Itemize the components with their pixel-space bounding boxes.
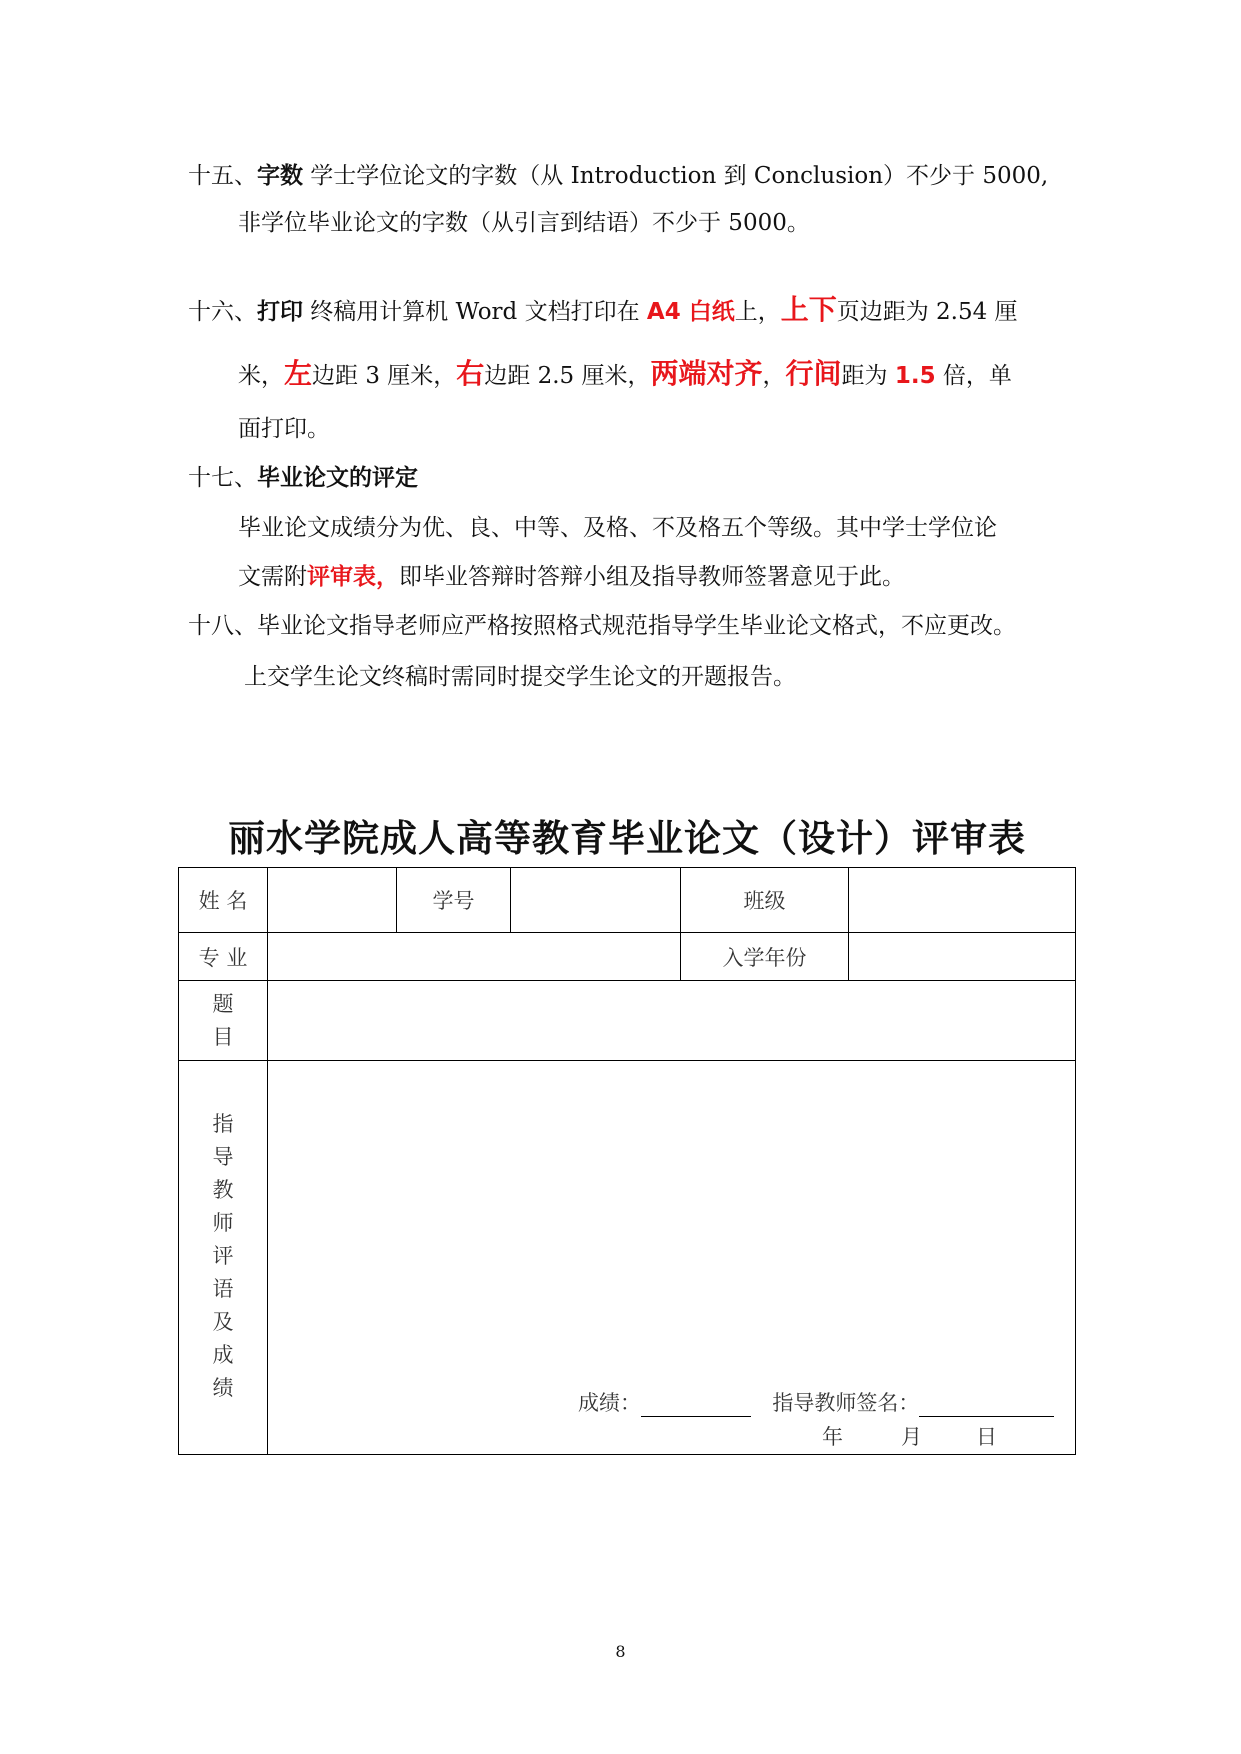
comment-label-char: 语 <box>212 1277 234 1301</box>
rule-16-text-a: 终稿用计算机 Word 文档打印在 <box>303 299 647 325</box>
form-row-comments <box>179 1061 1076 1455</box>
comment-label-char: 绩 <box>212 1376 234 1400</box>
rule-16-text-d: 米， <box>238 363 284 389</box>
comment-label-char: 指 <box>212 1112 234 1136</box>
topic-label <box>179 981 268 1061</box>
rule-16-line-1 <box>188 295 1018 327</box>
rule-17-line-2: 毕业论文成绩分为优、良、中等、及格、不及格五个等级。其中学士学位论 <box>238 515 997 541</box>
justify-highlight: 两端对齐 <box>650 357 763 390</box>
rule-16-text-f: 边距 2.5 厘米， <box>484 363 651 389</box>
comment-label-char: 教 <box>212 1178 234 1202</box>
rule-16-line-3: 面打印。 <box>238 416 330 442</box>
major-field[interactable] <box>268 933 681 981</box>
student-id-field[interactable] <box>511 868 681 933</box>
day-label: 日 <box>976 1425 997 1449</box>
rule-17-number: 十七、 <box>188 465 257 491</box>
comment-label-char: 成 <box>212 1343 234 1367</box>
topic-label-char: 目 <box>212 1024 234 1049</box>
left-margin-highlight: 左 <box>284 357 313 390</box>
rule-15-line-2: 非学位毕业论文的字数（从引言到结语）不少于 5000。 <box>238 210 810 236</box>
rule-16-heading: 打印 <box>257 298 303 325</box>
signature-row <box>578 1387 1054 1417</box>
comment-field[interactable] <box>268 1061 1076 1455</box>
rule-18-line-2: 上交学生论文终稿时需同时提交学生论文的开题报告。 <box>244 664 796 690</box>
rule-16-text-g: ， <box>762 363 786 389</box>
rule-15-text: 学士学位论文的字数（从 Introduction 到 Conclusion）不少于 5000, <box>303 163 1049 189</box>
major-label: 专 业 <box>179 933 268 981</box>
form-row-major <box>179 933 1076 981</box>
year-label: 年 <box>822 1425 843 1449</box>
rule-15-number: 十五、 <box>188 163 257 189</box>
comment-label-char: 导 <box>212 1145 234 1169</box>
comment-label <box>179 1061 268 1455</box>
rule-17-text-a: 文需附 <box>238 564 307 590</box>
rule-17-heading: 毕业论文的评定 <box>257 464 418 491</box>
rule-18-line-1: 十八、毕业论文指导老师应严格按照格式规范指导学生毕业论文格式，不应更改。 <box>188 613 1016 639</box>
rule-16-text-h: 距为 <box>841 363 895 389</box>
review-form-table <box>178 867 1076 1455</box>
rule-17-line-1 <box>188 463 418 493</box>
student-id-label: 学号 <box>397 868 511 933</box>
rule-16-text-i: 倍，单 <box>935 363 1012 389</box>
right-margin-highlight: 右 <box>456 357 485 390</box>
class-field[interactable] <box>849 868 1076 933</box>
signature-label: 指导教师签名： <box>772 1391 920 1415</box>
enroll-year-label: 入学年份 <box>681 933 849 981</box>
page-number: 8 <box>615 1642 626 1661</box>
class-label: 班级 <box>681 868 849 933</box>
rule-16-text-b: 上， <box>734 299 781 325</box>
paper-size-highlight: A4 白纸 <box>646 299 735 325</box>
rule-17-text-b: 即毕业答辩时答辩小组及指导教师签署意见于此。 <box>399 564 905 590</box>
rule-16-text-c: 页边距为 2.54 厘 <box>836 299 1018 325</box>
grade-blank[interactable] <box>641 1394 751 1417</box>
rule-15-line-1 <box>188 161 1048 191</box>
review-form-highlight: 评审表， <box>307 564 399 590</box>
rule-16-text-e: 边距 3 厘米， <box>312 363 457 389</box>
rule-15-heading: 字数 <box>257 162 303 189</box>
comment-label-char: 师 <box>212 1211 234 1235</box>
enroll-year-field[interactable] <box>849 933 1076 981</box>
review-form-title: 丽水学院成人高等教育毕业论文（设计）评审表 <box>228 817 1026 860</box>
comment-label-char: 评 <box>212 1244 234 1268</box>
rule-16-line-2 <box>238 359 1012 391</box>
signature-blank[interactable] <box>919 1394 1054 1417</box>
comment-label-char: 及 <box>212 1310 234 1334</box>
topic-label-char: 题 <box>212 991 234 1016</box>
grade-label: 成绩： <box>578 1391 641 1415</box>
top-bottom-highlight: 上下 <box>780 293 837 326</box>
spacing-factor-highlight: 1.5 <box>894 363 936 389</box>
form-row-topic <box>179 981 1076 1061</box>
rule-17-line-3 <box>238 562 905 592</box>
month-label: 月 <box>901 1425 922 1449</box>
name-label: 姓 名 <box>179 868 268 933</box>
line-spacing-highlight: 行间 <box>785 357 842 390</box>
topic-field[interactable] <box>268 981 1076 1061</box>
rule-16-number: 十六、 <box>188 299 257 325</box>
name-field[interactable] <box>268 868 397 933</box>
form-row-name <box>179 868 1076 933</box>
